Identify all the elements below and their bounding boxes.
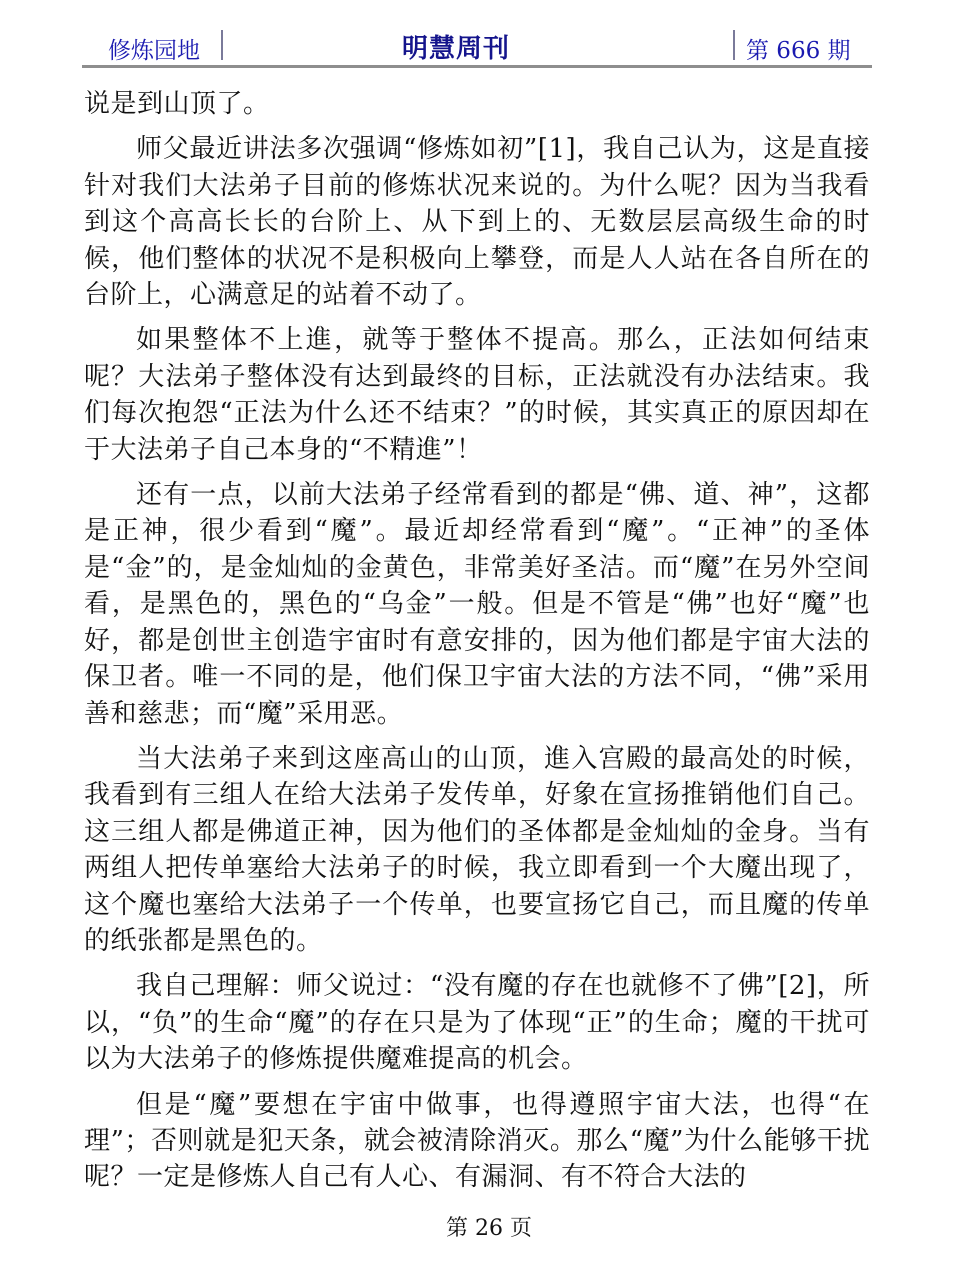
issue-number: 第 666 期 xyxy=(746,38,851,64)
publication-title: 明慧周刊 xyxy=(402,34,511,64)
paragraph: 如果整体不上進，就等于整体不提高。那么，正法如何结束呢？大法弟子整体没有达到最终的目标，正法就没有办法结束。我们每次抱怨“正法为什么还不结束？”的时候，其实真正的原因却在于大法弟子自己本身的“不精進”！ xyxy=(84,325,870,465)
paragraph: 师父最近讲法多次强调“修炼如初”[1]，我自己认为，这是直接针对我们大法弟子目前的修炼状况来说的。为什么呢？因为当我看到这个高高长长的台阶上、从下到上的、无数层层高级生命的时候，他们整体的状况不是积极向上攀登，而是人人站在各自所在的台阶上，心满意足的站着不动了。 xyxy=(84,134,870,311)
paragraph: 说是到山顶了。 xyxy=(84,89,270,119)
paragraph: 还有一点，以前大法弟子经常看到的都是“佛、道、神”，这都是正神，很少看到“魔”。最近却经常看到“魔”。“正神”的圣体是“金”的，是金灿灿的金黄色，非常美好圣洁。而“魔”在另外空间看，是黑色的，黑色的“乌金”一般。但是不管是“佛”也好“魔”也好，都是创世主创造宇宙时有意安排的，因为他们都是宇宙大法的保卫者。唯一不同的是，他们保卫宇宙大法的方法不同，“佛”采用善和慈悲；而“魔”采用恶。 xyxy=(84,480,870,729)
paragraph: 我自己理解：师父说过：“没有魔的存在也就修不了佛”[2]，所以，“负”的生命“魔”的存在只是为了体现“正”的生命；魔的干扰可以为大法弟子的修炼提供魔难提高的机会。 xyxy=(84,971,870,1075)
page-number: 第 26 页 xyxy=(446,1216,532,1241)
paragraph: 当大法弟子来到这座高山的山顶，進入宫殿的最高处的时候，我看到有三组人在给大法弟子发传单，好象在宣扬推销他们自己。这三组人都是佛道正神，因为他们的圣体都是金灿灿的金身。当有两组人把传单塞给大法弟子的时候，我立即看到一个大魔出现了，这个魔也塞给大法弟子一个传单，也要宣扬它自己，而且魔的传单的纸张都是黑色的。 xyxy=(84,743,870,956)
section-title: 修炼园地 xyxy=(108,38,200,64)
article-body xyxy=(84,86,870,1205)
header-rule xyxy=(82,65,872,68)
header-divider xyxy=(221,30,223,60)
page-header xyxy=(82,26,872,68)
header-divider xyxy=(733,30,735,60)
paragraph: 但是“魔”要想在宇宙中做事，也得遵照宇宙大法，也得“在理”；否则就是犯天条，就会被清除消灭。那么“魔”为什么能够干扰呢？一定是修炼人自己有人心、有漏洞、有不符合大法的 xyxy=(84,1089,870,1193)
